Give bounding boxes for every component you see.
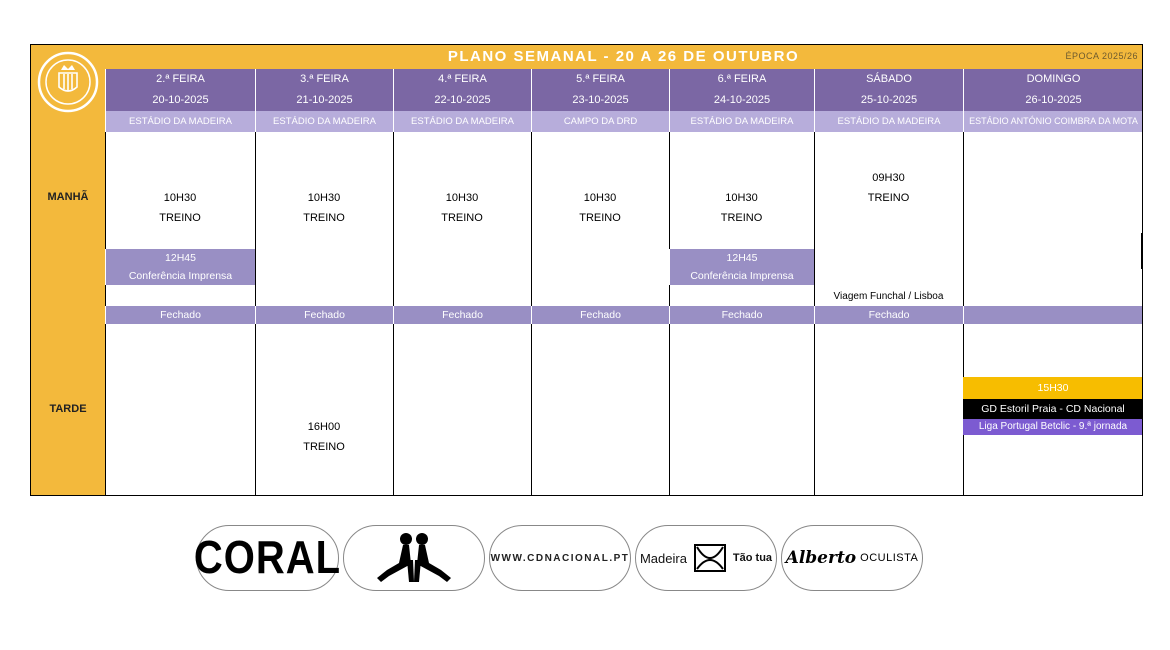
day-header-saturday xyxy=(814,69,963,111)
session-time: 16H00 xyxy=(307,421,341,433)
day-header-friday xyxy=(669,69,814,111)
match-time: 15H30 xyxy=(963,377,1143,399)
press-label-monday: Conferência Imprensa xyxy=(105,267,255,285)
session-time: 10H30 xyxy=(725,192,758,204)
sponsor-alberto[interactable] xyxy=(781,525,923,591)
day-date: 25-10-2025 xyxy=(860,94,918,106)
day-header-monday xyxy=(105,69,255,111)
session-wednesday-morning xyxy=(393,188,531,228)
match-teams: GD Estoril Praia - CD Nacional xyxy=(963,399,1143,419)
grid-tick xyxy=(105,325,106,359)
sponsor-kappa[interactable] xyxy=(343,525,485,591)
session-time: 09H30 xyxy=(872,172,905,184)
session-label: TREINO xyxy=(303,212,345,224)
day-name: DOMINGO xyxy=(1026,73,1081,85)
club-crest xyxy=(37,51,99,113)
sponsor-coral-text: CORAL xyxy=(193,532,342,583)
sponsor-website[interactable] xyxy=(489,525,631,591)
day-header-wednesday xyxy=(393,69,531,111)
afternoon-label: TARDE xyxy=(49,403,87,415)
venue-thursday: CAMPO DA DRD xyxy=(531,111,669,132)
press-label-friday: Conferência Imprensa xyxy=(669,267,814,285)
club-crest-icon xyxy=(37,51,99,113)
grid-tick xyxy=(963,267,964,307)
day-header-thursday xyxy=(531,69,669,111)
session-time: 10H30 xyxy=(307,192,341,204)
day-date: 26-10-2025 xyxy=(1025,94,1082,106)
morning-label: MANHÃ xyxy=(47,191,89,203)
sponsor-madeira[interactable] xyxy=(635,525,777,591)
season-label: ÉPOCA 2025/26 xyxy=(1065,51,1138,61)
sponsor-website-text: WWW.CDNACIONAL.PT xyxy=(490,552,630,564)
kappa-logo-icon xyxy=(359,530,469,586)
page-title: PLANO SEMANAL - 20 A 26 DE OUTUBRO xyxy=(105,45,1142,69)
sponsor-alberto-tag: OCULISTA xyxy=(860,552,919,564)
venue-wednesday: ESTÁDIO DA MADEIRA xyxy=(393,111,531,132)
madeira-logo-icon xyxy=(693,543,727,573)
day-name: 3.ª FEIRA xyxy=(300,73,349,85)
session-tuesday-afternoon xyxy=(255,417,393,457)
closed-thursday: Fechado xyxy=(531,306,669,324)
day-date: 24-10-2025 xyxy=(713,94,771,106)
venue-tuesday: ESTÁDIO DA MADEIRA xyxy=(255,111,393,132)
sponsor-madeira-tag: Tão tua xyxy=(732,552,773,564)
match-competition: Liga Portugal Betclic - 9.ª jornada xyxy=(963,419,1143,435)
closed-monday: Fechado xyxy=(105,306,255,324)
day-name: 4.ª FEIRA xyxy=(438,73,487,85)
session-time: 10H30 xyxy=(583,192,617,204)
day-date: 22-10-2025 xyxy=(434,94,491,106)
press-time-friday: 12H45 xyxy=(669,249,814,267)
session-label: TREINO xyxy=(579,212,621,224)
session-label: TREINO xyxy=(441,212,483,224)
day-header-tuesday xyxy=(255,69,393,111)
session-time: 10H30 xyxy=(163,192,197,204)
venue-saturday: ESTÁDIO DA MADEIRA xyxy=(814,111,963,132)
day-date: 20-10-2025 xyxy=(152,94,209,106)
day-date: 23-10-2025 xyxy=(572,94,629,106)
sponsor-alberto-text: Alberto xyxy=(785,548,857,568)
session-thursday-morning xyxy=(531,188,669,228)
venue-monday: ESTÁDIO DA MADEIRA xyxy=(105,111,255,132)
sponsor-madeira-text: Madeira xyxy=(639,550,687,566)
day-header-sunday xyxy=(963,69,1143,111)
closed-friday: Fechado xyxy=(669,306,814,324)
session-friday-morning xyxy=(669,188,814,228)
closed-sunday xyxy=(963,306,1143,324)
session-monday-morning xyxy=(105,188,255,228)
closed-tuesday: Fechado xyxy=(255,306,393,324)
session-label: TREINO xyxy=(720,212,763,224)
session-time: 10H30 xyxy=(445,192,479,204)
day-date: 21-10-2025 xyxy=(296,94,353,106)
travel-note-saturday: Viagem Funchal / Lisboa xyxy=(833,291,944,302)
day-name: 2.ª FEIRA xyxy=(156,73,205,85)
sponsor-coral[interactable] xyxy=(193,525,342,591)
grid-tick xyxy=(1141,233,1142,269)
day-name: SÁBADO xyxy=(866,73,912,85)
session-tuesday-morning xyxy=(255,188,393,228)
weekly-schedule-board xyxy=(30,44,1143,496)
press-time-monday: 12H45 xyxy=(105,249,255,267)
day-name: 6.ª FEIRA xyxy=(717,73,767,85)
venue-friday: ESTÁDIO DA MADEIRA xyxy=(669,111,814,132)
closed-wednesday: Fechado xyxy=(393,306,531,324)
closed-saturday: Fechado xyxy=(814,306,963,324)
session-label: TREINO xyxy=(303,441,345,453)
session-label: TREINO xyxy=(867,192,910,204)
day-name: 5.ª FEIRA xyxy=(576,73,625,85)
session-label: TREINO xyxy=(159,212,201,224)
session-saturday-morning xyxy=(814,168,963,208)
venue-sunday: ESTÁDIO ANTÓNIO COIMBRA DA MOTA xyxy=(963,111,1143,132)
